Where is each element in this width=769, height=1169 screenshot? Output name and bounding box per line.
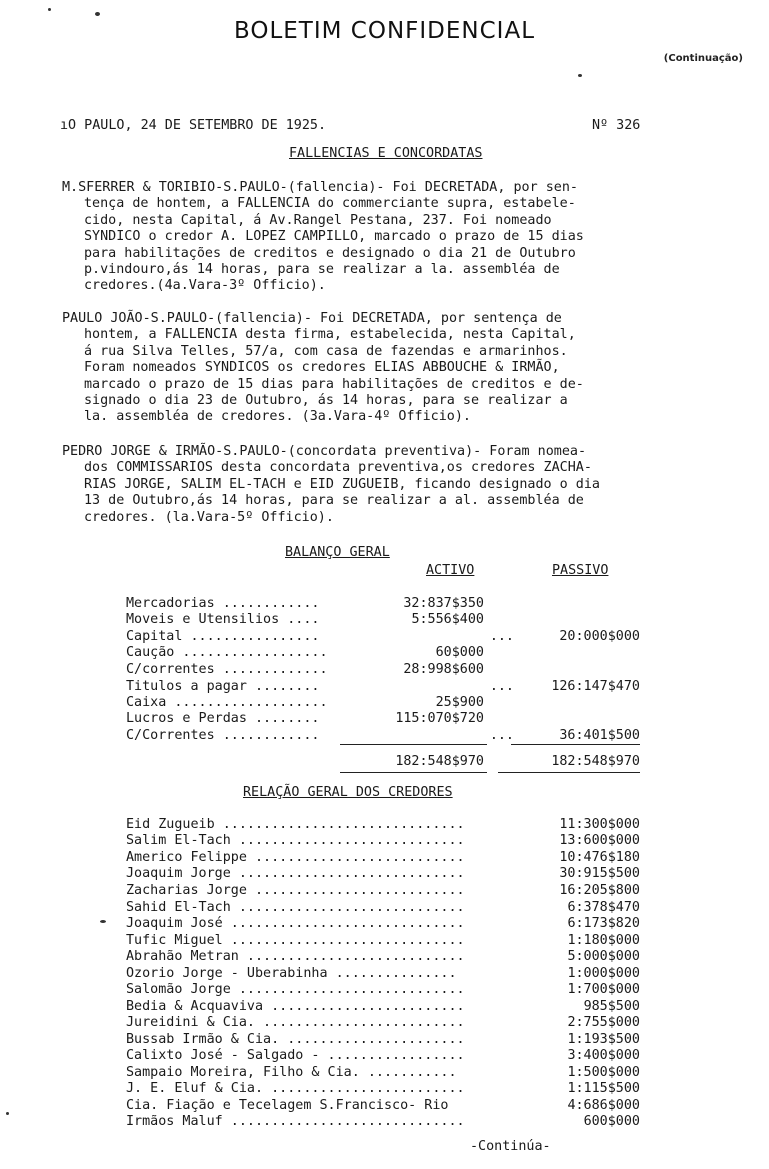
creditor-amount: 5:000$000 — [567, 949, 640, 964]
creditor-name: Jureidini & Cia. ......................... — [126, 1015, 465, 1030]
creditor-name: Bussab Irmão & Cia. ...................... — [126, 1032, 465, 1047]
entry-line: á rua Silva Telles, 57/a, com casa de fazendas e armarinhos. — [84, 343, 568, 359]
creditor-amount: 1:500$000 — [567, 1065, 640, 1080]
balance-row-label: C/Correntes ............ — [126, 728, 320, 743]
balance-row-label: Lucros e Perdas ........ — [126, 711, 320, 726]
creditor-name: Eid Zugueib .............................. — [126, 817, 465, 832]
creditor-amount: 985$500 — [583, 999, 640, 1014]
balance-passivo-value — [500, 695, 640, 711]
ink-speck — [100, 920, 106, 923]
entry-pedro-jorge — [62, 444, 702, 526]
entry-line: tença de hontem, a FALLENCIA do commerciante supra, estabele- — [84, 196, 576, 212]
balance-activo-value: 32:837$350 — [403, 596, 484, 611]
creditor-amount: 30:915$500 — [559, 866, 640, 881]
balance-passivo-value: 20:000$000 — [559, 629, 640, 644]
entry-line: SYNDICO o credor A. LOPEZ CAMPILLO, marcado o prazo de 15 dias — [84, 229, 584, 245]
creditor-name: Ozorio Jorge - Uberabinha ............... — [126, 966, 457, 981]
entry-line: marcado o prazo de 15 dias para habilitações de creditos e de- — [84, 376, 584, 392]
creditor-amount: 2:755$000 — [567, 1015, 640, 1030]
creditor-amount: 1:193$500 — [567, 1032, 640, 1047]
entry-paulo-joao — [62, 311, 702, 426]
creditor-name: Zacharias Jorge .......................... — [126, 883, 465, 898]
balance-row-label: Caução .................. — [126, 645, 328, 660]
balance-passivo-value — [500, 645, 640, 661]
balance-total-activo: 182:548$970 — [395, 754, 484, 769]
creditor-name: Abrahão Metran ........................... — [126, 949, 465, 964]
creditor-amount: 1:115$500 — [567, 1081, 640, 1096]
creditor-name: Joaquim José ............................. — [126, 916, 465, 931]
creditor-amount: 10:476$180 — [559, 850, 640, 865]
creditor-amount: 6:378$470 — [567, 900, 640, 915]
continuation-label: (Continuação) — [663, 53, 743, 64]
balance-activo-value: 60$000 — [435, 645, 484, 660]
bulletin-title: BOLETIM CONFIDENCIAL — [233, 18, 536, 44]
balance-row-label: Moveis e Utensilios .... — [126, 612, 320, 627]
balance-passivo-header: PASSIVO — [552, 563, 609, 578]
balance-activo-value: ... — [489, 629, 514, 644]
entry-line: RIAS JORGE, SALIM EL-TACH e EID ZUGUEIB, ficando designado o dia — [84, 476, 600, 492]
entry-line: para habilitações de creditos e designado o dia 21 de Outubro — [84, 245, 576, 261]
creditor-amount: 3:400$000 — [567, 1048, 640, 1063]
entry-line: credores. (la.Vara-5º Officio). — [84, 509, 334, 525]
balance-row-label: Caixa ................... — [126, 695, 328, 710]
dateline: ıO PAULO, 24 DE SETEMBRO DE 1925. — [60, 118, 327, 133]
creditor-amount: 6:173$820 — [567, 916, 640, 931]
balance-passivo-value — [500, 612, 640, 628]
creditors-title: RELAÇÃO GERAL DOS CREDORES — [243, 785, 453, 800]
creditor-amount: 1:000$000 — [567, 966, 640, 981]
creditor-name: Irmãos Maluf ............................. — [126, 1114, 465, 1129]
balance-row-label: C/correntes ............. — [126, 662, 328, 677]
balance-row-label: Mercadorias ............ — [126, 596, 320, 611]
creditor-amount: 11:300$000 — [559, 817, 640, 832]
balance-passivo-value: 36:401$500 — [559, 728, 640, 743]
section-title: FALLENCIAS E CONCORDATAS — [289, 146, 483, 161]
creditor-name: Sahid El-Tach ............................ — [126, 900, 465, 915]
entry-line: hontem, a FALLENCIA desta firma, estabelecida, nesta Capital, — [84, 327, 576, 343]
creditor-amount: 1:700$000 — [567, 982, 640, 997]
balance-activo-value: ... — [489, 679, 514, 694]
creditor-amount: 4:686$000 — [567, 1098, 640, 1113]
creditor-name: Cia. Fiação e Tecelagem S.Francisco- Rio — [126, 1098, 449, 1113]
entry-line: PEDRO JORGE & IRMÃO-S.PAULO-(concordata preventiva)- Foram nomea- — [62, 444, 587, 459]
creditor-name: Sampaio Moreira, Filho & Cia. ........... — [126, 1065, 457, 1080]
balance-activo-header: ACTIVO — [426, 563, 475, 578]
creditor-amount: 13:600$000 — [559, 833, 640, 848]
balance-activo-value: 5:556$400 — [411, 612, 484, 627]
balance-total-rule-activo — [340, 772, 487, 773]
entry-ferrer-toribio — [62, 180, 702, 295]
balance-subtotal-rule-passivo — [511, 744, 640, 745]
creditor-name: J. E. Eluf & Cia. ........................ — [126, 1081, 465, 1096]
entry-line: signado o dia 23 de Outubro, ás 14 horas, para se realizar a — [84, 393, 568, 409]
entry-line: Foram nomeados SYNDICOS os credores ELIAS ABBOUCHE & IRMÃO, — [84, 360, 560, 376]
balance-passivo-value — [500, 596, 640, 612]
creditor-name: Americo Felippe .......................... — [126, 850, 465, 865]
creditor-name: Salim El-Tach ............................ — [126, 833, 465, 848]
entry-line: credores.(4a.Vara-3º Officio). — [84, 278, 326, 294]
balance-row-label: Titulos a pagar ........ — [126, 679, 320, 694]
ink-speck — [95, 12, 100, 16]
entry-line: p.vindouro,ás 14 horas, para se realizar a la. assembléa de — [84, 262, 560, 278]
balance-passivo-value — [500, 662, 640, 678]
balance-passivo-value: 126:147$470 — [551, 679, 640, 694]
balance-row-label: Capital ................ — [126, 629, 320, 644]
creditor-amount: 16:205$800 — [559, 883, 640, 898]
balance-passivo-value — [500, 711, 640, 727]
balance-activo-value: 115:070$720 — [395, 711, 484, 726]
balance-activo-value: ... — [489, 728, 514, 743]
entry-line: cido, nesta Capital, á Av.Rangel Pestana, 237. Foi nomeado — [84, 212, 552, 228]
balance-subtotal-rule-activo — [340, 744, 487, 745]
continua-footer: -Continúa- — [470, 1139, 551, 1154]
creditor-name: Calixto José - Salgado - ................. — [126, 1048, 465, 1063]
creditor-amount: 1:180$000 — [567, 933, 640, 948]
creditor-name: Salomão Jorge ............................ — [126, 982, 465, 997]
ink-speck — [48, 8, 51, 11]
entry-line: 13 de Outubro,ás 14 horas, para se realizar a al. assembléa de — [84, 493, 584, 509]
entry-line: PAULO JOÃO-S.PAULO-(fallencia)- Foi DECRETADA, por sentença de — [62, 311, 562, 326]
creditor-name: Bedia & Acquaviva ........................ — [126, 999, 465, 1014]
creditor-name: Joaquim Jorge ............................ — [126, 866, 465, 881]
creditor-amount: 600$000 — [583, 1114, 640, 1129]
balance-activo-value: 28:998$600 — [403, 662, 484, 677]
ink-speck — [6, 1112, 9, 1115]
ink-speck — [578, 74, 582, 77]
entry-line: M.SFERRER & TORIBIO-S.PAULO-(fallencia)- Foi DECRETADA, por sen- — [62, 180, 578, 195]
bulletin-number: Nº 326 — [592, 118, 641, 133]
balance-total-passivo: 182:548$970 — [551, 754, 640, 769]
entry-line: dos COMMISSARIOS desta concordata preventiva,os credores ZACHA- — [84, 460, 592, 476]
balance-activo-value: 25$900 — [435, 695, 484, 710]
balance-total-rule-passivo — [498, 772, 640, 773]
balance-title: BALANÇO GERAL — [285, 545, 390, 560]
entry-line: la. assembléa de credores. (3a.Vara-4º Officio). — [84, 409, 471, 425]
creditor-name: Tufic Miguel ............................. — [126, 933, 465, 948]
